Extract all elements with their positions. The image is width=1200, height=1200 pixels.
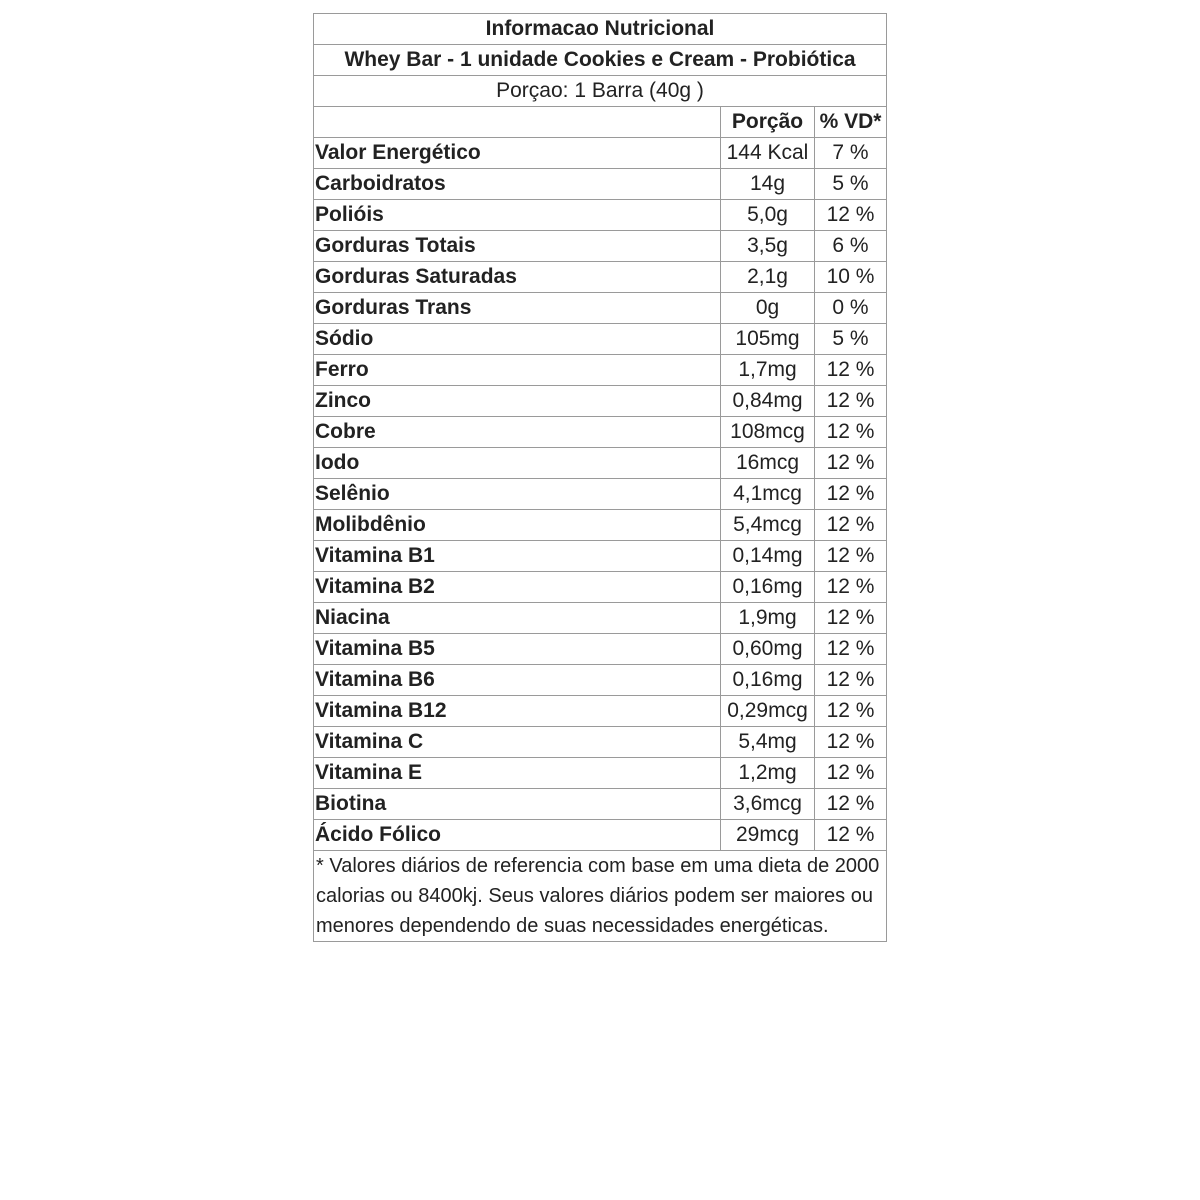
nutrient-portion: 3,6mcg [721,789,815,820]
nutrient-row [314,138,887,169]
nutrient-daily-value: 5 % [815,169,887,200]
nutrient-name: Carboidratos [314,169,721,200]
nutrient-row [314,696,887,727]
nutrient-row [314,169,887,200]
nutrient-row [314,727,887,758]
title-row [314,14,887,45]
nutrient-row [314,479,887,510]
nutrient-row [314,789,887,820]
nutrient-name: Ferro [314,355,721,386]
nutrient-row [314,510,887,541]
nutrient-portion: 1,7mg [721,355,815,386]
nutrient-row [314,665,887,696]
nutrient-name: Vitamina B5 [314,634,721,665]
nutrient-row [314,324,887,355]
nutrient-portion: 1,2mg [721,758,815,789]
nutrient-daily-value: 12 % [815,479,887,510]
nutrient-daily-value: 12 % [815,386,887,417]
nutrient-portion: 0,14mg [721,541,815,572]
nutrient-daily-value: 12 % [815,417,887,448]
nutrient-name: Vitamina E [314,758,721,789]
nutrient-daily-value: 12 % [815,727,887,758]
nutrient-daily-value: 12 % [815,200,887,231]
nutrient-name: Valor Energético [314,138,721,169]
nutrient-name: Niacina [314,603,721,634]
nutrient-daily-value: 12 % [815,634,887,665]
nutrient-daily-value: 12 % [815,448,887,479]
nutrient-name: Polióis [314,200,721,231]
header-daily-value: % VD* [815,107,887,138]
nutrient-row [314,572,887,603]
nutrient-name: Molibdênio [314,510,721,541]
nutrient-name: Vitamina B2 [314,572,721,603]
nutrient-portion: 14g [721,169,815,200]
nutrition-facts-table [313,13,887,942]
nutrient-name: Vitamina C [314,727,721,758]
footnote-text: * Valores diários de referencia com base em uma dieta de 2000 calorias ou 8400kj. Seus valores diários podem ser maiores ou menores dependendo de suas necessidades energéticas. [314,851,887,942]
nutrient-daily-value: 12 % [815,696,887,727]
nutrient-name: Vitamina B6 [314,665,721,696]
nutrient-row [314,448,887,479]
nutrient-name: Sódio [314,324,721,355]
nutrient-daily-value: 12 % [815,541,887,572]
nutrient-row [314,634,887,665]
nutrient-name: Vitamina B1 [314,541,721,572]
nutrient-daily-value: 12 % [815,820,887,851]
nutrient-portion: 144 Kcal [721,138,815,169]
nutrient-row [314,386,887,417]
nutrient-portion: 16mcg [721,448,815,479]
nutrient-name: Cobre [314,417,721,448]
nutrient-portion: 0,16mg [721,665,815,696]
nutrient-portion: 5,0g [721,200,815,231]
nutrient-daily-value: 12 % [815,510,887,541]
nutrient-row [314,200,887,231]
nutrient-name: Gorduras Trans [314,293,721,324]
nutrient-name: Vitamina B12 [314,696,721,727]
nutrient-daily-value: 12 % [815,758,887,789]
nutrient-daily-value: 5 % [815,324,887,355]
nutrient-name: Gorduras Totais [314,231,721,262]
nutrient-portion: 105mg [721,324,815,355]
product-row [314,45,887,76]
nutrient-name: Ácido Fólico [314,820,721,851]
nutrient-row [314,820,887,851]
nutrient-daily-value: 12 % [815,355,887,386]
nutrient-daily-value: 12 % [815,572,887,603]
nutrient-row [314,262,887,293]
nutrient-portion: 0g [721,293,815,324]
nutrient-row [314,541,887,572]
nutrient-row [314,231,887,262]
nutrient-row [314,417,887,448]
nutrient-row [314,355,887,386]
nutrient-portion: 4,1mcg [721,479,815,510]
nutrient-portion: 0,60mg [721,634,815,665]
serving-row [314,76,887,107]
nutrient-name: Biotina [314,789,721,820]
nutrient-portion: 108mcg [721,417,815,448]
nutrient-daily-value: 6 % [815,231,887,262]
nutrient-portion: 0,16mg [721,572,815,603]
nutrient-row [314,758,887,789]
nutrient-daily-value: 12 % [815,665,887,696]
nutrient-portion: 0,84mg [721,386,815,417]
header-row [314,107,887,138]
nutrient-portion: 2,1g [721,262,815,293]
nutrient-portion: 5,4mcg [721,510,815,541]
nutrient-portion: 29mcg [721,820,815,851]
nutrient-portion: 0,29mcg [721,696,815,727]
nutrient-daily-value: 0 % [815,293,887,324]
product-name: Whey Bar - 1 unidade Cookies e Cream - Probiótica [314,45,887,76]
nutrient-row [314,293,887,324]
header-blank-cell [314,107,721,138]
nutrient-name: Iodo [314,448,721,479]
nutrient-portion: 3,5g [721,231,815,262]
nutrient-daily-value: 12 % [815,789,887,820]
nutrient-row [314,603,887,634]
nutrient-daily-value: 7 % [815,138,887,169]
nutrient-portion: 1,9mg [721,603,815,634]
footnote-row [314,851,887,942]
nutrient-daily-value: 12 % [815,603,887,634]
nutrient-name: Selênio [314,479,721,510]
header-portion: Porção [721,107,815,138]
nutrient-portion: 5,4mg [721,727,815,758]
table-title: Informacao Nutricional [314,14,887,45]
nutrient-daily-value: 10 % [815,262,887,293]
serving-size: Porçao: 1 Barra (40g ) [314,76,887,107]
nutrient-name: Gorduras Saturadas [314,262,721,293]
nutrient-name: Zinco [314,386,721,417]
